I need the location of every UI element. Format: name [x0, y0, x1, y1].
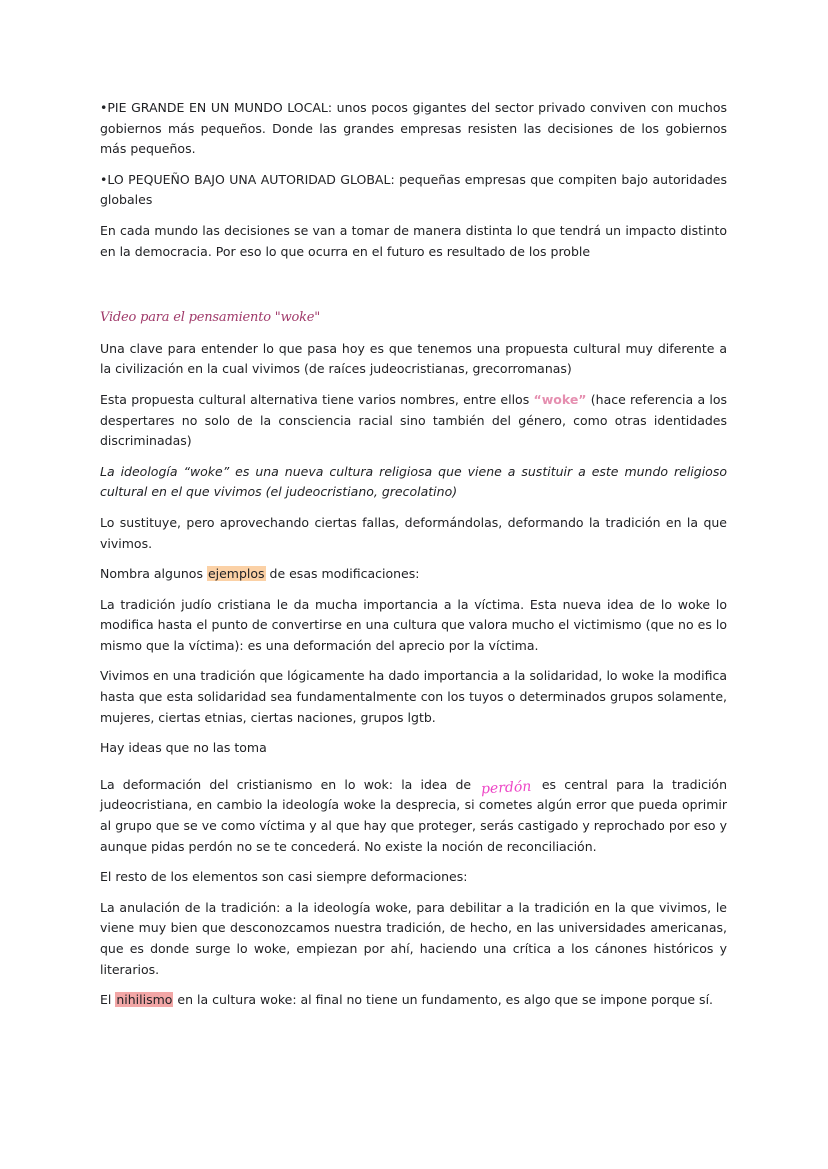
paragraph-nihilismo — [100, 990, 727, 1011]
paragraph-propuesta-cultural — [100, 390, 727, 452]
text-segment: El — [100, 992, 116, 1008]
paragraph-resto-elementos: El resto de los elementos son casi siempre deformaciones: — [100, 869, 468, 885]
paragraph-solidaridad: Vivimos en una tradición que lógicamente ha dado importancia a la solidaridad, lo woke la modifica hasta que esta solidaridad sea fundamentalmente con los tuyos o determinados grupos solamente, mujeres, ciertas etnias, ciertas naciones, grupos lgtb. — [100, 668, 727, 725]
text-segment: La deformación del cristianismo en lo wok: la idea de — [100, 776, 480, 792]
paragraph-nombra-ejemplos — [100, 564, 727, 585]
paragraph-anulacion: La anulación de la tradición: a la ideología woke, para debilitar a la tradición en la que vivimos, le viene muy bien que desconozcamos nuestra tradición, de hecho, en las universidades americanas, que es donde surge lo woke, empiezan por ahí, haciendo una crítica a los cánones históricos y literarios. — [100, 899, 727, 977]
handwritten-perdon: perdón — [480, 778, 533, 798]
document-page — [100, 98, 727, 1021]
paragraph-hay-ideas: Hay ideas que no las toma — [100, 740, 267, 756]
paragraph-cada-mundo: En cada mundo las decisiones se van a tomar de manera distinta lo que tendrá un impacto distinto en la democracia. Por eso lo que ocurra en el futuro es resultado de los proble — [100, 222, 727, 259]
paragraph-pie-grande: •PIE GRANDE EN UN MUNDO LOCAL: unos pocos gigantes del sector privado conviven con muchos gobiernos más pequeños. Donde las grandes empresas resisten las decisiones de los gobiernos más pequeños. — [100, 100, 727, 157]
text-segment: de esas modificaciones: — [265, 566, 420, 582]
highlight-ejemplos: ejemplos — [207, 566, 265, 582]
text-segment: Esta propuesta cultural alternativa tiene varios nombres, entre ellos — [100, 391, 534, 407]
paragraph-victima: La tradición judío cristiana le da mucha importancia a la víctima. Esta nueva idea de lo woke lo modifica hasta el punto de convertirse en una cultura que valora mucho el victimismo (que no es lo mismo que la víctima): es una deformación del aprecio por la víctima. — [100, 596, 727, 653]
text-segment: es central para la tradición judeocristiana, en cambio la ideología woke la desprecia, si cometes algún error que pueda oprimir al grupo que se ve como víctima y al que hay que proteger, serás castigado y reprochado por eso y aunque pidas perdón no se te concederá. No existe la noción de reconciliación. — [100, 776, 727, 854]
section-title: Video para el pensamiento "woke" — [100, 310, 321, 326]
woke-term: “woke” — [533, 391, 587, 407]
paragraph-ideologia-woke: La ideología “woke” es una nueva cultura religiosa que viene a sustituir a este mundo religioso cultural en el que vivimos (el judeocristiano, grecolatino) — [100, 463, 727, 500]
text-segment: Nombra algunos — [100, 566, 207, 582]
paragraph-lo-pequeno: •LO PEQUEÑO BAJO UNA AUTORIDAD GLOBAL: pequeñas empresas que compiten bajo autoridades globales — [100, 171, 727, 208]
paragraph-clave: Una clave para entender lo que pasa hoy es que tenemos una propuesta cultural muy diferente a la civilización en la cual vivimos (de raíces judeocristianas, grecorromanas) — [100, 340, 727, 377]
paragraph-sustituye: Lo sustituye, pero aprovechando ciertas fallas, deformándolas, deformando la tradición en la que vivimos. — [100, 514, 727, 551]
highlight-nihilismo: nihilismo — [116, 992, 173, 1008]
text-segment: (hace referencia a los despertares no solo de la consciencia racial sino también del género, como otras identidades discriminadas) — [100, 391, 727, 449]
text-segment: en la cultura woke: al final no tiene un fundamento, es algo que se impone porque sí. — [173, 992, 714, 1008]
paragraph-perdon — [100, 775, 727, 857]
